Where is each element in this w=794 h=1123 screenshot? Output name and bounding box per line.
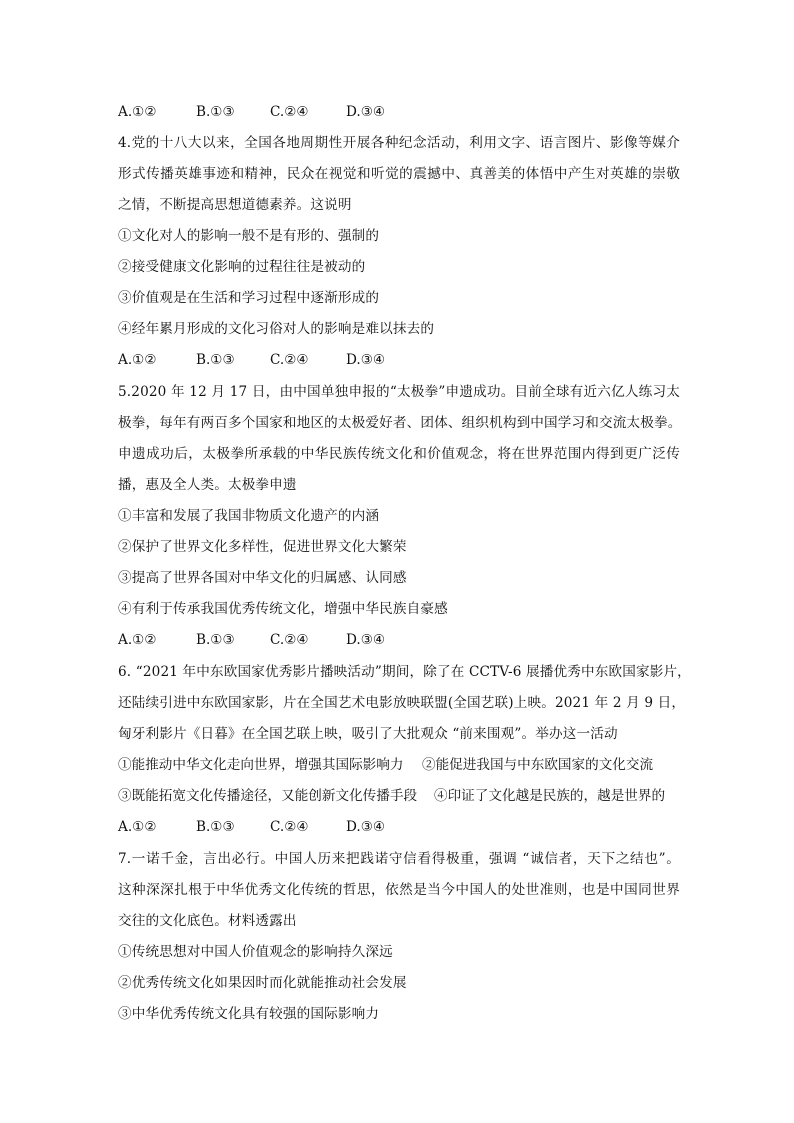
- q5-stem-line-2: 极拳，每年有两百多个国家和地区的太极爱好者、团体、组织机构到中国学习和交流太极拳。: [118, 415, 682, 431]
- q5-stem-line-3: 申遗成功后，太极拳所承载的中华民族传统文化和价值观念，将在世界范围内得到更广泛传: [118, 446, 680, 462]
- q4-option-b[interactable]: B.①③: [196, 352, 235, 368]
- q6-item-2: ②能促进我国与中东欧国家的文化交流: [422, 757, 654, 773]
- q4-item-4: ④经年累月形成的文化习俗对人的影响是难以抹去的: [118, 321, 435, 337]
- q5-item-1: ①丰富和发展了我国非物质文化遗产的内涵: [118, 508, 380, 524]
- q4-option-a[interactable]: A.①②: [118, 352, 157, 368]
- q7-stem-line-3: 交往的文化底色。材料透露出: [118, 913, 297, 929]
- q3-option-b[interactable]: B.①③: [196, 104, 235, 120]
- q6-item-1: ①能推动中华文化走向世界，增强其国际影响力: [118, 757, 404, 773]
- q5-stem-line-4: 播，惠及全人类。太极拳申遗: [118, 477, 297, 493]
- q7-stem-line-2: 这种深深扎根于中华优秀文化传统的哲思，依然是当今中国人的处世准则，也是中国同世界: [118, 882, 680, 898]
- q4-option-d[interactable]: D.③④: [346, 352, 386, 368]
- q4-options: [118, 350, 385, 370]
- q4-item-3: ③价值观是在生活和学习过程中逐渐形成的: [118, 290, 380, 306]
- q5-stem-line-1: 5.2020 年 12 月 17 日，由中国单独申报的“太极拳”申遗成功。目前全球有近六亿人练习太: [118, 384, 680, 400]
- q4-item-1: ①文化对人的影响一般不是有形的、强制的: [118, 228, 380, 244]
- q7-item-2: ②优秀传统文化如果因时而化就能推动社会发展: [118, 975, 407, 991]
- q6-stem-line-3: 匈牙利影片《日暮》在全国艺联上映，吸引了大批观众 “前来围观”。举办这一活动: [118, 726, 618, 742]
- q6-option-a[interactable]: A.①②: [118, 819, 157, 835]
- q5-option-c[interactable]: C.②④: [270, 632, 309, 648]
- q5-option-b[interactable]: B.①③: [196, 632, 235, 648]
- q6-option-c[interactable]: C.②④: [270, 819, 309, 835]
- q3-options: [118, 102, 385, 122]
- q3-option-d[interactable]: D.③④: [346, 104, 386, 120]
- q4-option-c[interactable]: C.②④: [270, 352, 309, 368]
- q6-option-d[interactable]: D.③④: [346, 819, 386, 835]
- q5-item-3: ③提高了世界各国对中华文化的归属感、认同感: [118, 570, 407, 586]
- q4-item-2: ②接受健康文化影响的过程往往是被动的: [118, 259, 366, 275]
- q6-option-b[interactable]: B.①③: [196, 819, 235, 835]
- q3-option-a[interactable]: A.①②: [118, 104, 157, 120]
- q6-options: [118, 817, 385, 837]
- q4-stem-line-2: 形式传播英雄事迹和精神，民众在视觉和听觉的震撼中、真善美的体悟中产生对英雄的崇敬: [118, 166, 680, 182]
- q3-option-c[interactable]: C.②④: [270, 104, 309, 120]
- q5-option-a[interactable]: A.①②: [118, 632, 157, 648]
- q7-item-3: ③中华优秀传统文化具有较强的国际影响力: [118, 1006, 380, 1022]
- q5-item-4: ④有利于传承我国优秀传统文化，增强中华民族自豪感: [118, 601, 448, 617]
- q6-item-4: ④印证了文化越是民族的，越是世界的: [434, 788, 666, 804]
- q6-stem-line-2: 还陆续引进中东欧国家影，片在全国艺术电影放映联盟(全国艺联)上映。2021 年 2 月 9 日，: [118, 695, 686, 711]
- q7-stem-line-1: 7.一诺千金，言出必行。中国人历来把践诺守信看得极重，强调 “诚信者，天下之结也”。: [118, 851, 680, 867]
- q4-stem-line-1: 4.党的十八大以来，全国各地周期性开展各种纪念活动，利用文字、语言图片、影像等媒介: [118, 135, 680, 151]
- q5-item-2: ②保护了世界文化多样性，促进世界文化大繁荣: [118, 539, 407, 555]
- q7-item-1: ①传统思想对中国人价值观念的影响持久深远: [118, 944, 393, 960]
- q5-options: [118, 630, 385, 650]
- q6-stem-line-1: 6. “2021 年中东欧国家优秀影片播映活动”期间，除了在 CCTV-6 展播优秀中东欧国家影片，: [118, 664, 691, 680]
- q6-item-3: ③既能拓宽文化传播途径，又能创新文化传播手段: [118, 788, 418, 804]
- q5-option-d[interactable]: D.③④: [346, 632, 386, 648]
- q4-stem-line-3: 之情，不断提高思想道德素养。这说明: [118, 197, 352, 213]
